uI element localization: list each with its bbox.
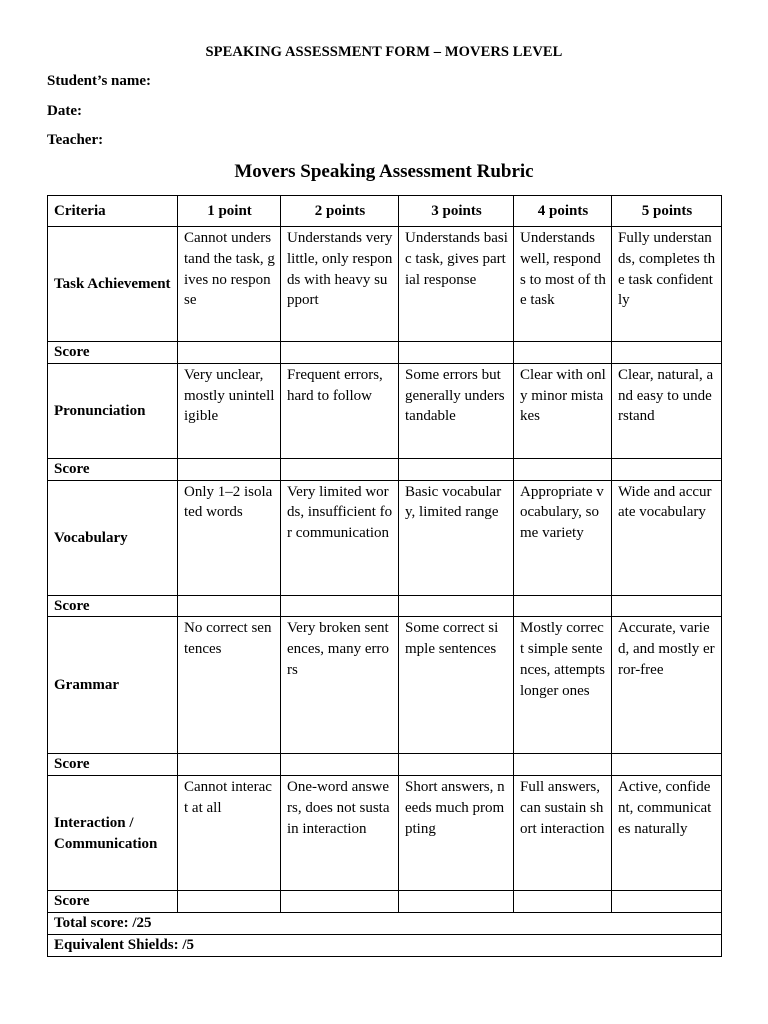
descriptor-cell: Clear, natural, and easy to understand	[612, 363, 722, 458]
score-input-cell[interactable]	[281, 595, 399, 617]
criteria-name: Task Achievement	[48, 227, 178, 342]
descriptor-cell: Very limited words, insufficient for communication	[281, 480, 399, 595]
score-input-cell[interactable]	[399, 458, 514, 480]
descriptor-cell: Some errors but generally understandable	[399, 363, 514, 458]
descriptor-cell: Very broken sentences, many errors	[281, 617, 399, 754]
criteria-row	[48, 776, 722, 891]
criteria-row	[48, 480, 722, 595]
descriptor-cell: Wide and accurate vocabulary	[612, 480, 722, 595]
descriptor-cell: Mostly correct simple sentences, attempts longer ones	[514, 617, 612, 754]
header-points-5: 5 points	[612, 196, 722, 227]
header-points-3: 3 points	[399, 196, 514, 227]
descriptor-cell: Appropriate vocabulary, some variety	[514, 480, 612, 595]
rubric-table	[47, 195, 722, 957]
total-score-row	[48, 912, 722, 934]
score-input-cell[interactable]	[514, 342, 612, 364]
shields-row	[48, 934, 722, 956]
criteria-name: Interaction / Communication	[48, 776, 178, 891]
score-input-cell[interactable]	[612, 342, 722, 364]
score-input-cell[interactable]	[612, 595, 722, 617]
score-input-cell[interactable]	[281, 891, 399, 913]
descriptor-cell: Understands well, responds to most of the task	[514, 227, 612, 342]
score-input-cell[interactable]	[612, 754, 722, 776]
descriptor-cell: Full answers, can sustain short interaction	[514, 776, 612, 891]
header-points-1: 1 point	[178, 196, 281, 227]
teacher-label: Teacher:	[47, 132, 104, 148]
header-points-4: 4 points	[514, 196, 612, 227]
score-row	[48, 595, 722, 617]
score-row	[48, 342, 722, 364]
total-score-label[interactable]: Total score: /25	[48, 912, 722, 934]
descriptor-cell: Active, confident, communicates naturally	[612, 776, 722, 891]
header-criteria: Criteria	[48, 196, 178, 227]
score-input-cell[interactable]	[514, 754, 612, 776]
descriptor-cell: Basic vocabulary, limited range	[399, 480, 514, 595]
descriptor-cell: Cannot understand the task, gives no response	[178, 227, 281, 342]
score-input-cell[interactable]	[178, 342, 281, 364]
form-title: SPEAKING ASSESSMENT FORM – MOVERS LEVEL	[205, 44, 563, 60]
rubric-header-row	[48, 196, 722, 227]
descriptor-cell: Some correct simple sentences	[399, 617, 514, 754]
score-input-cell[interactable]	[514, 595, 612, 617]
score-input-cell[interactable]	[178, 891, 281, 913]
descriptor-cell: Cannot interact at all	[178, 776, 281, 891]
descriptor-cell: Short answers, needs much prompting	[399, 776, 514, 891]
score-row	[48, 458, 722, 480]
criteria-row	[48, 363, 722, 458]
descriptor-cell: No correct sentences	[178, 617, 281, 754]
descriptor-cell: Accurate, varied, and mostly error-free	[612, 617, 722, 754]
score-input-cell[interactable]	[612, 458, 722, 480]
descriptor-cell: One-word answers, does not sustain interaction	[281, 776, 399, 891]
score-input-cell[interactable]	[612, 891, 722, 913]
score-label: Score	[48, 458, 178, 480]
descriptor-cell: Frequent errors, hard to follow	[281, 363, 399, 458]
criteria-name: Grammar	[48, 617, 178, 754]
score-input-cell[interactable]	[281, 754, 399, 776]
score-input-cell[interactable]	[281, 458, 399, 480]
descriptor-cell: Understands very little, only responds with heavy support	[281, 227, 399, 342]
score-label: Score	[48, 891, 178, 913]
criteria-name: Vocabulary	[48, 480, 178, 595]
score-input-cell[interactable]	[178, 754, 281, 776]
score-input-cell[interactable]	[399, 754, 514, 776]
date-label: Date:	[47, 103, 82, 119]
equivalent-shields-label[interactable]: Equivalent Shields: /5	[48, 934, 722, 956]
score-input-cell[interactable]	[514, 891, 612, 913]
score-label: Score	[48, 342, 178, 364]
score-row	[48, 891, 722, 913]
descriptor-cell: Fully understands, completes the task confidently	[612, 227, 722, 342]
header-points-2: 2 points	[281, 196, 399, 227]
score-label: Score	[48, 595, 178, 617]
student-name-label: Student’s name:	[47, 73, 152, 89]
score-row	[48, 754, 722, 776]
score-label: Score	[48, 754, 178, 776]
descriptor-cell: Very unclear, mostly unintelligible	[178, 363, 281, 458]
criteria-row	[48, 227, 722, 342]
score-input-cell[interactable]	[178, 595, 281, 617]
descriptor-cell: Only 1–2 isolated words	[178, 480, 281, 595]
criteria-row	[48, 617, 722, 754]
score-input-cell[interactable]	[399, 891, 514, 913]
score-input-cell[interactable]	[399, 342, 514, 364]
score-input-cell[interactable]	[514, 458, 612, 480]
score-input-cell[interactable]	[178, 458, 281, 480]
descriptor-cell: Clear with only minor mistakes	[514, 363, 612, 458]
rubric-title: Movers Speaking Assessment Rubric	[234, 161, 534, 182]
score-input-cell[interactable]	[399, 595, 514, 617]
criteria-name: Pronunciation	[48, 363, 178, 458]
score-input-cell[interactable]	[281, 342, 399, 364]
descriptor-cell: Understands basic task, gives partial response	[399, 227, 514, 342]
